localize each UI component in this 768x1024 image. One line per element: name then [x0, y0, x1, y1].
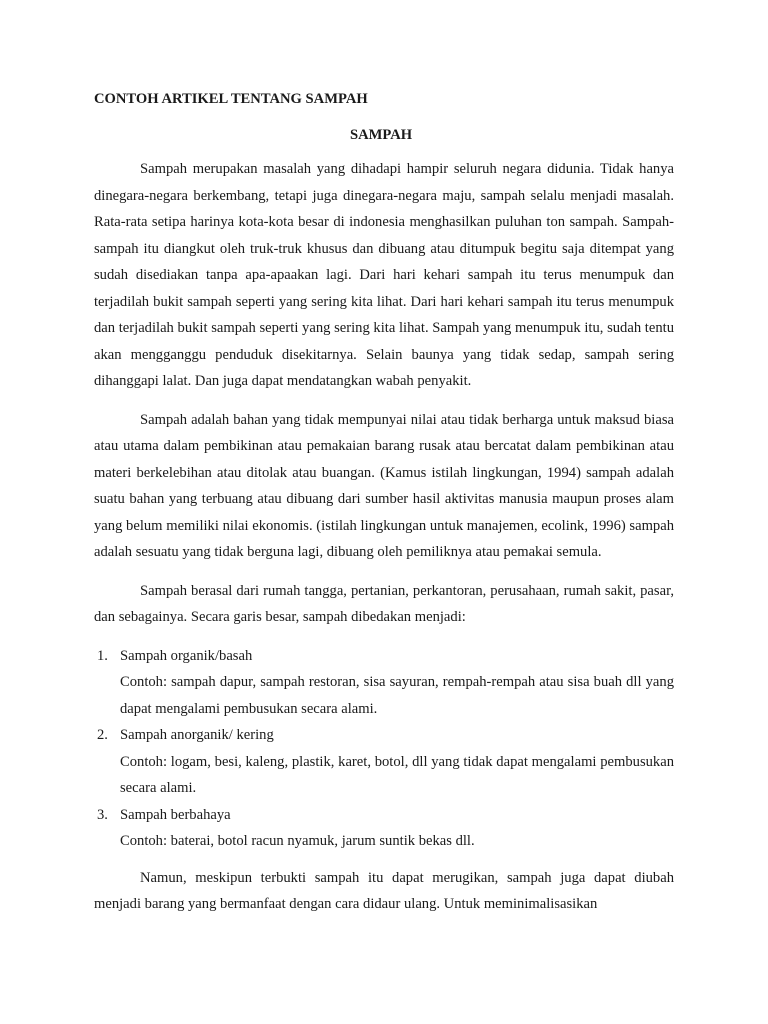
list-item-number: 2.	[97, 727, 108, 743]
list-item-label: Sampah organik/basah	[120, 647, 253, 664]
list-item-example: Contoh: logam, besi, kaleng, plastik, karet, botol, dll yang tidak dapat mengalami pembusukan secara alami.	[120, 753, 674, 796]
list-item-example: Contoh: sampah dapur, sampah restoran, sisa sayuran, rempah-rempah atau sisa buah dll yang dapat mengalami pembusukan secara alami.	[120, 674, 674, 717]
waste-type-list	[94, 643, 674, 855]
paragraph-closing: Namun, meskipun terbukti sampah itu dapat merugikan, sampah juga dapat diubah menjadi barang yang bermanfaat dengan cara didaur ulang. Untuk meminimalisasikan	[94, 869, 674, 912]
paragraph-3: Sampah berasal dari rumah tangga, pertanian, perkantoran, perusahaan, rumah sakit, pasar, dan sebagainya. Secara garis besar, sampah dibedakan menjadi:	[94, 582, 674, 625]
list-item-label: Sampah berbahaya	[120, 806, 231, 823]
list-item-label: Sampah anorganik/ kering	[120, 727, 274, 743]
list-item-number: 1.	[97, 647, 108, 664]
paragraph-2: Sampah adalah bahan yang tidak mempunyai nilai atau tidak berharga untuk maksud biasa atau utama dalam pembikinan atau pemakaian barang rusak atau bercatat dalam pembikinan atau materi berkelebihan atau ditolak atau buangan. (Kamus istilah lingkungan, 1994) sampah adalah suatu bahan yang terbuang atau dibuang dari sumber hasil aktivitas manusia maupun proses alam yang belum memiliki nilai ekonomis. (istilah lingkungan untuk manajemen, ecolink, 1996) sampah adalah sesuatu yang tidak berguna lagi, dibuang oleh pemiliknya atau pemakai semula.	[94, 411, 674, 560]
list-item-example: Contoh: baterai, botol racun nyamuk, jarum suntik bekas dll.	[120, 833, 475, 849]
document-heading: CONTOH ARTIKEL TENTANG SAMPAH	[94, 91, 368, 107]
list-item-number: 3.	[97, 806, 108, 823]
list-item	[94, 722, 674, 802]
document-title: SAMPAH	[350, 127, 413, 143]
list-item	[94, 802, 674, 855]
list-item	[94, 643, 674, 723]
paragraph-1: Sampah merupakan masalah yang dihadapi hampir seluruh negara didunia. Tidak hanya dinegara-negara berkembang, tetapi juga dinegara-negara maju, sampah selalu menjadi masalah. Rata-rata setipa harinya kota-kota besar di indonesia menghasilkan puluhan ton sampah. Sampah-sampah itu diangkut oleh truk-truk khusus dan dibuang atau ditumpuk begitu saja ditempat yang sudah disediakan tanpa apa-apaakan lagi. Dari hari kehari sampah itu terus menumpuk dan terjadilah bukit sampah seperti yang sering kita lihat. Dari hari kehari sampah itu terus menumpuk dan terjadilah bukit sampah seperti yang sering kita lihat. Sampah yang menumpuk itu, sudah tentu akan mengganggu penduduk disekitarnya. Selain baunya yang tidak sedap, sampah sering dihanggapi lalat. Dan juga dapat mendatangkan wabah penyakit.	[94, 161, 674, 389]
